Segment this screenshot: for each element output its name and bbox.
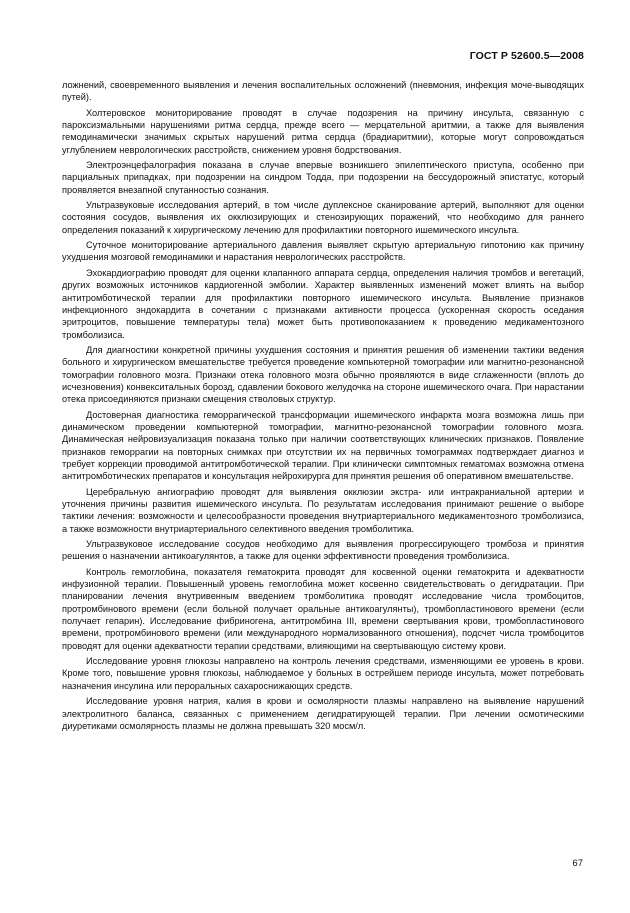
paragraph-glucose: Исследование уровня глюкозы направлено на контроль лечения средствами, изменяющими ее уровень в крови. Кроме того, повышение уровня глюкозы, наблюдаемое у больных в острейшем периоде инсульта, может потребовать назначения инсулина или пероральных сахароснижающих средств. xyxy=(62,656,584,691)
paragraph-eeg: Электроэнцефалография показана в случае впервые возникшего эпилептического приступа, особенно при парциальных припадках, при подозрении на синдром Тодда, при подозрении на бессудорожный эпистатус, который проявляется внезапной спутанностью сознания. xyxy=(62,160,584,195)
paragraph-hemoglobin: Контроль гемоглобина, показателя гематокрита проводят для косвенной оценки гематокрита и адекватности инфузионной терапии. Повышенный уровень гемоглобина может косвенно свидетельствовать о дегидратации. При планировании лечения внутривенным введением тромболитика проводят исследование числа тромбоцитов, протромбинового времени (если больной получает оральные антикоагулянты), тромбопластинового времени (если получает гепарин). Исследование фибриногена, антитромбина III, времени свертывания крови, тромбопластинового времени, протромбинового времени (или международного нормализованного отношения), подсчет числа тромбоцитов проводят для оценки адекватности терапии средствами, влияющими на свертывающую систему крови. xyxy=(62,566,584,651)
paragraph-vessel-ultrasound: Ультразвуковое исследование сосудов необходимо для выявления прогрессирующего тромбоза и принятия решения о назначении антикоагулянтов, а также для оценки эффективности проведения тромболизиса. xyxy=(62,539,584,562)
page-number: 67 xyxy=(572,858,583,869)
paragraph-holter: Холтеровское мониторирование проводят в случае подозрения на причину инсульта, связанную с пароксизмальными нарушениями ритма сердца, прежде всего — мерцательной аритмии, а также для выявления гемодинамически значимых скрытых нарушений ритма сердца (брадиаритмии), которые могут сопровождаться углублением неврологических расстройств, снижением уровня бодрствования. xyxy=(62,107,584,155)
paragraph-echocardiography: Эхокардиографию проводят для оценки клапанного аппарата сердца, определения наличия тромбов и вегетаций, других возможных источников кардиогенной эмболии. Характер выявленных изменений может влиять на выбор антитромботической терапии для профилактики повторного ишемического инсульта. Выявление признаков инфекционного эндокардита в сочетании с признаками активности процесса (ускоренная скорость оседания эритроцитов, повышение температуры тела) может быть противопоказанием к проведению медикаментозного тромболизиса. xyxy=(62,267,584,340)
paragraph-hemorrhagic-transformation: Достоверная диагностика геморрагической трансформации ишемического инфаркта мозга возможна лишь при динамическом проведении компьютерной томографии, магнитно-резонансной томографии головного мозга. Динамическая нейровизуализация показана только при наличии соответствующих клинических признаков. Появление признаков геморрагии на повторных снимках при отсутствии их на первичных томограммах подтверждает диагноз и требует коррекции проводимой антитромботической терапии. При клинически симптомных гематомах возможна отмена антитромботических препаратов и консультация нейрохирурга для принятия решения об оперативном вмешательстве. xyxy=(62,409,584,482)
document-header: ГОСТ Р 52600.5—2008 xyxy=(469,50,584,62)
paragraph-continuation: ложнений, своевременного выявления и лечения воспалительных осложнений (пневмония, инфекция моче-выводящих путей). xyxy=(62,80,584,103)
paragraph-bp-monitoring: Суточное мониторирование артериального давления выявляет скрытую артериальную гипотонию как причину ухудшения мозговой гемодинамики и нарастания неврологических расстройств. xyxy=(62,240,584,263)
paragraph-electrolytes: Исследование уровня натрия, калия в крови и осмолярности плазмы направлено на выявление нарушений электролитного баланса, связанных с применением дегидратирующей терапии. При лечении осмотическими диуретиками осмолярность плазмы не должна превышать 320 мосм/л. xyxy=(62,696,584,731)
body-text xyxy=(62,79,584,735)
paragraph-tomography: Для диагностики конкретной причины ухудшения состояния и принятия решения об изменении тактики ведения больного и хирургическом вмешательстве требуется проведение компьютерной томографии или магнитно-резонансной томографии головного мозга. Признаки отека головного мозга обычно проявляются в виде сглаженности (вплоть до исчезновения) конвекситальных борозд, сдавлении бокового желудочка на стороне ишемического очага. При нарастании отека присоединяются признаки смещения стволовых структур. xyxy=(62,344,584,405)
paragraph-ultrasound-arteries: Ультразвуковые исследования артерий, в том числе дуплексное сканирование артерий, выполняют для оценки состояния сосудов, выявления их окклюзирующих и стенозирующих поражений, что необходимо для раннего определения показаний к хирургическому лечению для профилактики повторного ишемического инсульта. xyxy=(62,200,584,235)
paragraph-angiography: Церебральную ангиографию проводят для выявления окклюзии экстра- или интракраниальной артерии и уточнения причины развития ишемического инсульта. По результатам исследования принимают решение о выборе тактики лечения: возможности и целесообразности проведения внутриартериального медикаментозного тромболизиса, а также возможности внутриартериального селективного введения тромболитика. xyxy=(62,486,584,534)
